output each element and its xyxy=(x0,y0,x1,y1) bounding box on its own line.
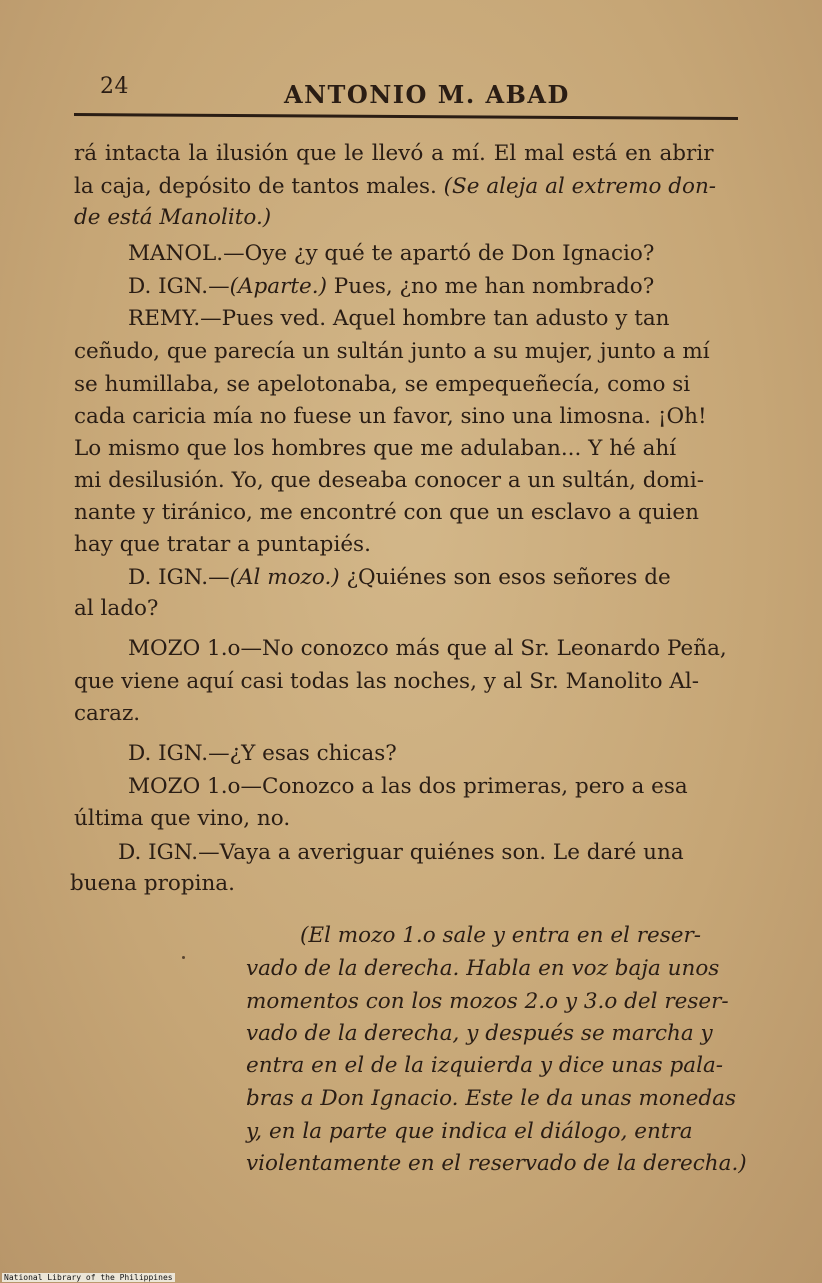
stage-line: y, en la parte que indica el diálogo, entra xyxy=(246,1119,693,1144)
stage-line: violentamente en el reservado de la derecha.) xyxy=(246,1151,747,1176)
stage-line: bras a Don Ignacio. Este le da unas monedas xyxy=(246,1086,736,1111)
text-line: mi desilusión. Yo, que deseaba conocer a un sultán, domi- xyxy=(74,468,704,493)
stage-direction: (Aparte.) xyxy=(229,274,327,299)
page-number: 24 xyxy=(100,74,129,99)
text-line xyxy=(128,565,671,590)
text-span: la caja, depósito de tantos males. xyxy=(74,174,444,199)
text-line: última que vino, no. xyxy=(74,806,291,831)
stage-line: entra en el de la izquierda y dice unas pala- xyxy=(246,1053,724,1078)
stage-line: vado de la derecha. Habla en voz baja unos xyxy=(246,956,720,981)
text-span: Pues, ¿no me han nombrado? xyxy=(326,274,655,299)
speaker: D. IGN.— xyxy=(128,565,230,590)
footer-credit: National Library of the Philippines xyxy=(4,1273,173,1282)
text-span: ¿Quiénes son esos señores de xyxy=(339,565,671,590)
dot-mark xyxy=(182,956,185,959)
stage-line: momentos con los mozos 2.o y 3.o del reser- xyxy=(246,989,729,1014)
stage-direction: (Al mozo.) xyxy=(229,565,340,590)
stage-line: (El mozo 1.o sale y entra en el reser- xyxy=(300,923,702,948)
text-line: rá intacta la ilusión que le llevó a mí. El mal está en abrir xyxy=(74,141,714,166)
text-line: MOZO 1.o—Conozco a las dos primeras, pero a esa xyxy=(128,774,688,799)
text-line: buena propina. xyxy=(70,871,235,896)
text-line: D. IGN.—Vaya a averiguar quiénes son. Le daré una xyxy=(118,840,684,865)
text-line: nante y tiránico, me encontré con que un esclavo a quien xyxy=(74,500,699,525)
text-line: MANOL.—Oye ¿y qué te apartó de Don Ignacio? xyxy=(128,241,655,266)
text-line: ceñudo, que parecía un sultán junto a su mujer, junto a mí xyxy=(74,339,710,364)
speaker: D. IGN.— xyxy=(128,274,230,299)
stage-direction: (Se aleja al extremo don- xyxy=(443,174,717,199)
text-line: que viene aquí casi todas las noches, y al Sr. Manolito Al- xyxy=(74,669,700,694)
text-line: caraz. xyxy=(74,701,141,726)
text-line: se humillaba, se apelotonaba, se empequeñecía, como si xyxy=(74,372,691,397)
text-line: cada caricia mía no fuese un favor, sino una limosna. ¡Oh! xyxy=(74,404,707,429)
stage-line: vado de la derecha, y después se marcha y xyxy=(246,1021,713,1046)
running-head: ANTONIO M. ABAD xyxy=(284,80,570,109)
text-line: de está Manolito.) xyxy=(74,205,272,230)
text-line: Lo mismo que los hombres que me adulaban... Y hé ahí xyxy=(74,436,677,461)
text-line: D. IGN.—¿Y esas chicas? xyxy=(128,741,397,766)
text-line: MOZO 1.o—No conozco más que al Sr. Leonardo Peña, xyxy=(128,636,727,661)
header-rule xyxy=(74,113,738,120)
text-line xyxy=(128,274,654,299)
text-line: REMY.—Pues ved. Aquel hombre tan adusto y tan xyxy=(128,306,670,331)
text-line: hay que tratar a puntapiés. xyxy=(74,532,371,557)
text-line: al lado? xyxy=(74,596,159,621)
text-line xyxy=(74,174,716,199)
